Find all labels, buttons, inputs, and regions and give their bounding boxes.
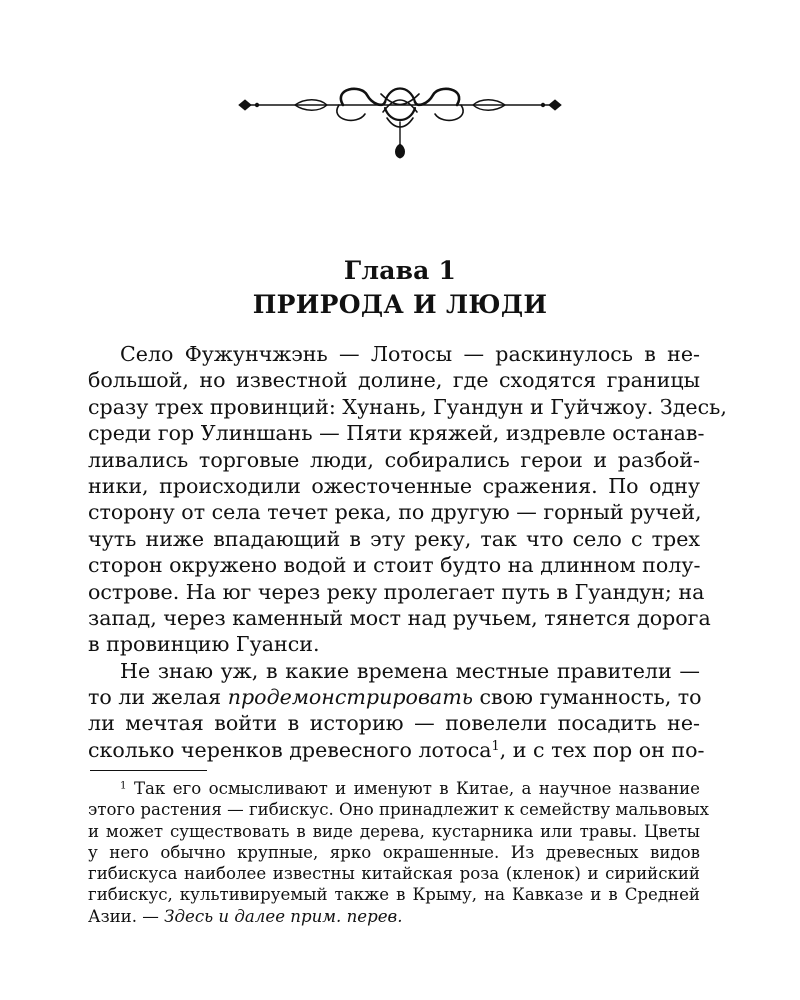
text-line: Не знаю уж, в какие времена местные правители — bbox=[120, 658, 700, 683]
ornament-flourish-icon bbox=[235, 78, 565, 160]
text-line: ли мечтая войти в историю — повелели посадить не- bbox=[88, 711, 700, 736]
footnote bbox=[88, 778, 710, 927]
text-segment: то ли желая bbox=[88, 685, 228, 710]
text-line: в провинцию Гуанси. bbox=[88, 632, 320, 657]
text-line: чуть ниже впадающий в эту реку, так что село с трех bbox=[88, 526, 700, 551]
text-line: сразу трех провинций: Хунань, Гуандун и Гуйчжоу. Здесь, bbox=[88, 394, 727, 419]
emphasized-note: Здесь и далее прим. перев. bbox=[164, 906, 403, 926]
text-line: Село Фужунчжэнь — Лотосы — раскинулось в не- bbox=[120, 342, 700, 366]
text-segment: Так его осмысливают и именуют в Китае, а научное название bbox=[126, 779, 700, 798]
text-segment: сколько черенков древесного лотоса bbox=[88, 737, 492, 762]
footnote-line bbox=[88, 778, 700, 799]
text-line: ники, происходили ожесточенные сражения. По одну bbox=[88, 473, 700, 498]
chapter-number: Глава 1 bbox=[343, 256, 457, 285]
text-line bbox=[88, 684, 700, 710]
footnote-marker: 1 bbox=[120, 779, 127, 792]
text-line: острове. На юг через реку пролегает путь в Гуандун; на bbox=[88, 579, 705, 604]
text-line: запад, через каменный мост над ручьем, тянется дорога bbox=[88, 605, 711, 630]
text-line: сторон окружено водой и стоит будто на длинном полу- bbox=[88, 553, 701, 578]
footnote-reference[interactable]: 1 bbox=[491, 738, 500, 754]
footnote-line: гибискус, культивируемый также в Крыму, на Кавказе и в Средней bbox=[88, 885, 700, 905]
footnote-line: гибискуса наиболее известны китайская роза (кленок) и сирийский bbox=[88, 864, 700, 884]
text-line: среди гор Улиншань — Пяти кряжей, издревле останав- bbox=[88, 421, 705, 446]
text-segment: свою гуманность, то bbox=[472, 685, 702, 710]
text-line bbox=[88, 737, 705, 763]
text-line: сторону от села течет река, по другую — горный ручей, bbox=[88, 500, 702, 525]
footnote-line: и может существовать в виде дерева, кустарника или травы. Цветы bbox=[88, 821, 700, 841]
footnote-line: у него обычно крупные, ярко окрашенные. Из древесных видов bbox=[88, 842, 700, 862]
main-text bbox=[88, 341, 727, 763]
text-segment: , и с тех пор он по- bbox=[499, 737, 705, 762]
text-line: ливались торговые люди, собирались герои и разбой- bbox=[88, 447, 700, 472]
text-segment: Азии. — bbox=[88, 906, 165, 926]
text-line: большой, но известной долине, где сходятся границы bbox=[88, 368, 700, 393]
footnote-divider bbox=[90, 770, 207, 771]
footnote-line: этого растения — гибискус. Оно принадлежит к семейству мальвовых bbox=[88, 800, 710, 820]
chapter-title: ПРИРОДА И ЛЮДИ bbox=[252, 290, 548, 319]
footnote-line bbox=[88, 906, 700, 927]
emphasized-word: продемонстрировать bbox=[227, 685, 473, 710]
